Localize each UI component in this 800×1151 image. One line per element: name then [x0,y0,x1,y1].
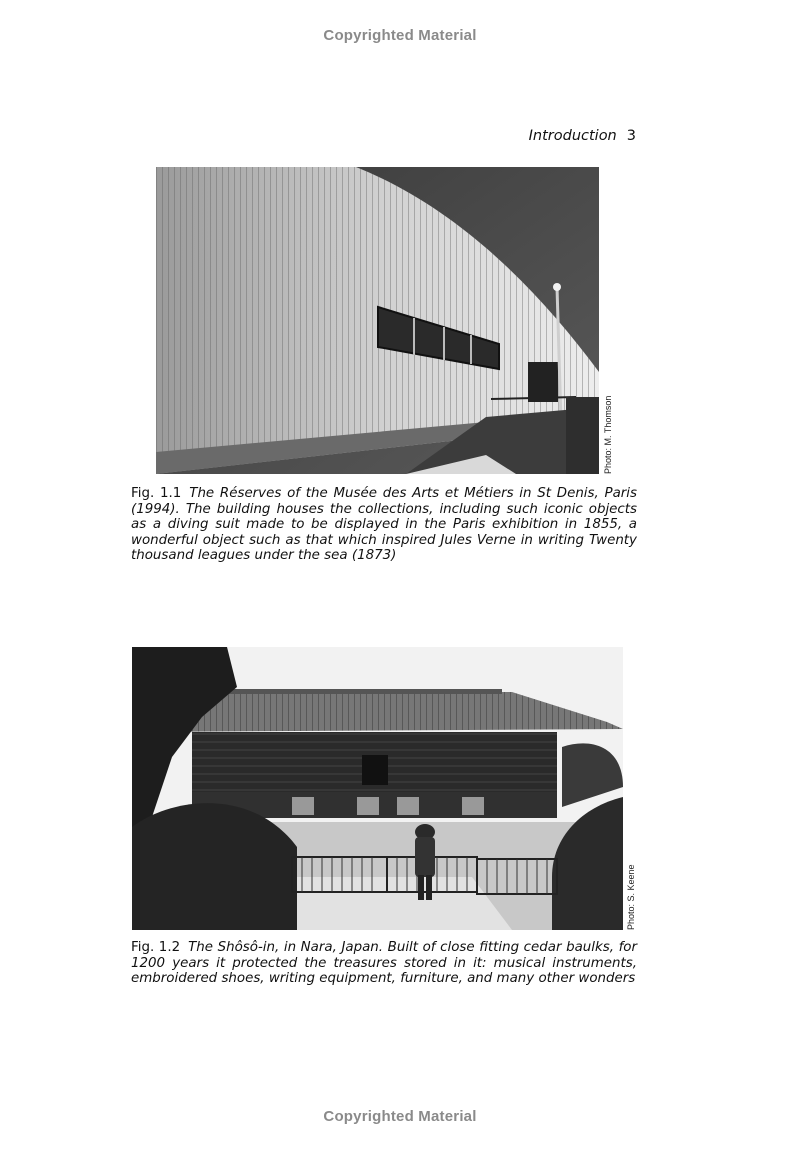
figure-1-2-caption-text: The Shôsô-in, in Nara, Japan. Built of close fitting cedar baulks, for 1200 years it protected the treasures stored in it: musical instruments, embroidered shoes, writing equipment, furniture, and many other wonders [131,940,637,987]
figure-1-2-caption [131,940,637,987]
figure-1-2-label: Fig. 1.2 [131,940,181,955]
section-title: Introduction [528,128,617,144]
figure-1-1-credit: Photo: M. Thomson [603,395,613,474]
page-number: 3 [626,128,636,144]
figure-1-1-caption [131,486,637,564]
figure-1-1-photo [156,167,599,474]
figure-1-2-credit: Photo: S. Keene [626,864,636,930]
watermark-top: Copyrighted Material [323,27,477,44]
watermark-bottom: Copyrighted Material [323,1108,477,1125]
running-head [529,128,636,144]
figure-1-2-photo [132,647,623,930]
figure-1-1-label: Fig. 1.1 [131,486,182,501]
figure-1-1-caption-text: The Réserves of the Musée des Arts et Métiers in St Denis, Paris (1994). The building houses the collections, including such iconic objects as a diving suit made to be displayed in the Paris exhibition in 1855, a wonderful object such as that which inspired Jules Verne in writing Twenty thousand leagues under the sea (1873) [131,486,637,564]
